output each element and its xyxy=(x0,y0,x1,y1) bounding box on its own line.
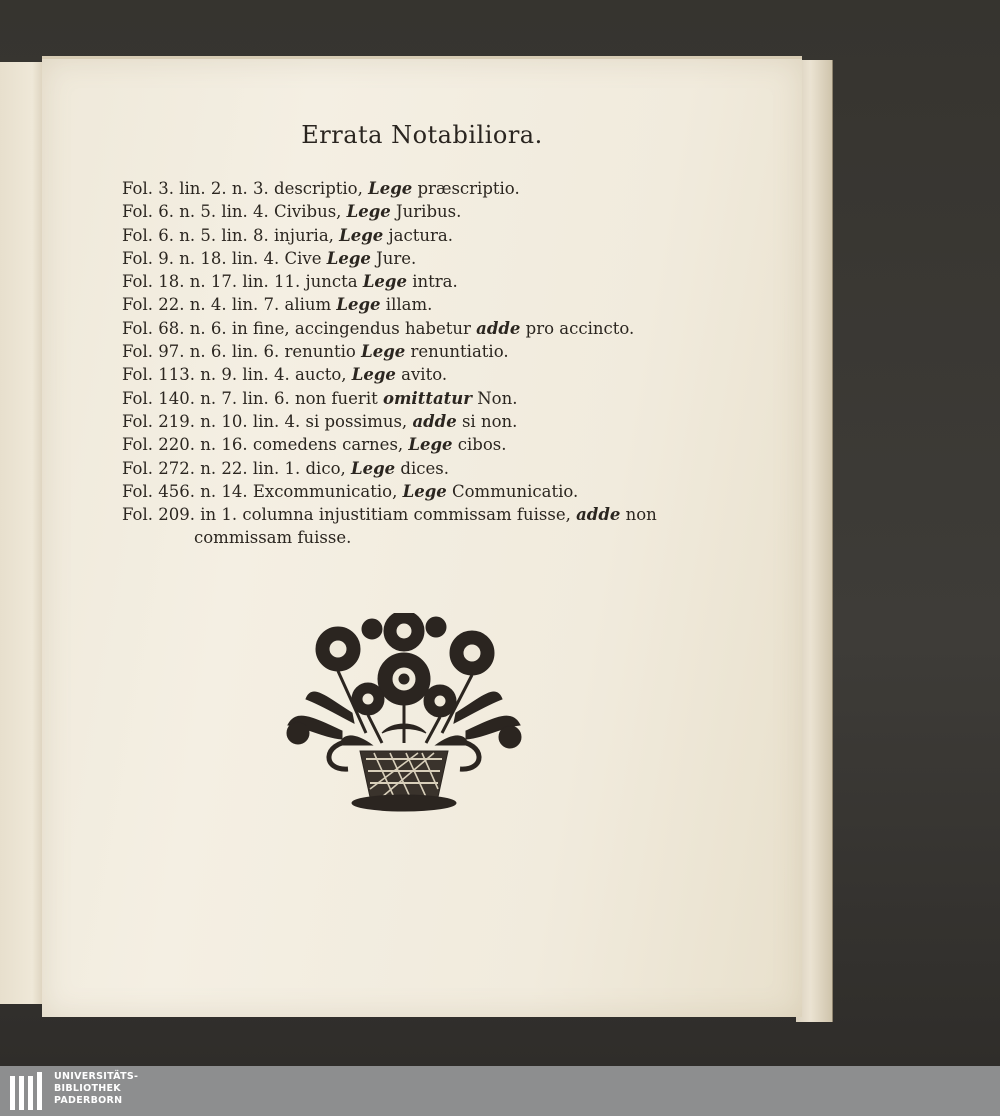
errata-line: Fol. 9. n. 18. lin. 4. Cive Lege Jure. xyxy=(122,248,417,268)
errata-line: Fol. 113. n. 9. lin. 4. aucto, Lege avito. xyxy=(122,365,448,385)
errata-line: Fol. 6. n. 5. lin. 8. injuria, Lege jactura. xyxy=(122,225,453,245)
left-page-edge xyxy=(0,62,47,1004)
errata-list xyxy=(122,177,742,550)
errata-line: Fol. 18. n. 17. lin. 11. juncta Lege intra. xyxy=(122,272,458,292)
errata-line: Fol. 272. n. 22. lin. 1. dico, Lege dices. xyxy=(122,458,449,478)
errata-line: Fol. 140. n. 7. lin. 6. non fuerit omittatur Non. xyxy=(122,388,518,408)
errata-line: Fol. 220. n. 16. comedens carnes, Lege cibos. xyxy=(122,435,507,455)
page-title: Errata Notabiliora. xyxy=(301,121,543,149)
library-logo-text: UNIVERSITÄTS- BIBLIOTHEK PADERBORN xyxy=(54,1071,139,1106)
library-logo-icon xyxy=(8,1070,48,1112)
errata-line: Fol. 209. in 1. columna injustitiam commissam fuisse, adde non xyxy=(122,505,657,525)
errata-line: Fol. 456. n. 14. Excommunicatio, Lege Communicatio. xyxy=(122,481,579,501)
errata-line: Fol. 6. n. 5. lin. 4. Civibus, Lege Juribus. xyxy=(122,202,462,222)
errata-line: Fol. 22. n. 4. lin. 7. alium Lege illam. xyxy=(122,295,433,315)
errata-line: Fol. 68. n. 6. in fine, accingendus habetur adde pro accincto. xyxy=(122,318,635,338)
library-footer xyxy=(0,1066,1000,1116)
errata-line: Fol. 97. n. 6. lin. 6. renuntio Lege renuntiatio. xyxy=(122,342,509,362)
flower-basket-ornament xyxy=(282,613,526,823)
errata-line: Fol. 3. lin. 2. n. 3. descriptio, Lege præscriptio. xyxy=(122,179,520,198)
book-page xyxy=(42,56,802,1017)
errata-continuation: commissam fuisse. xyxy=(194,528,352,548)
errata-line: Fol. 219. n. 10. lin. 4. si possimus, adde si non. xyxy=(122,411,518,431)
